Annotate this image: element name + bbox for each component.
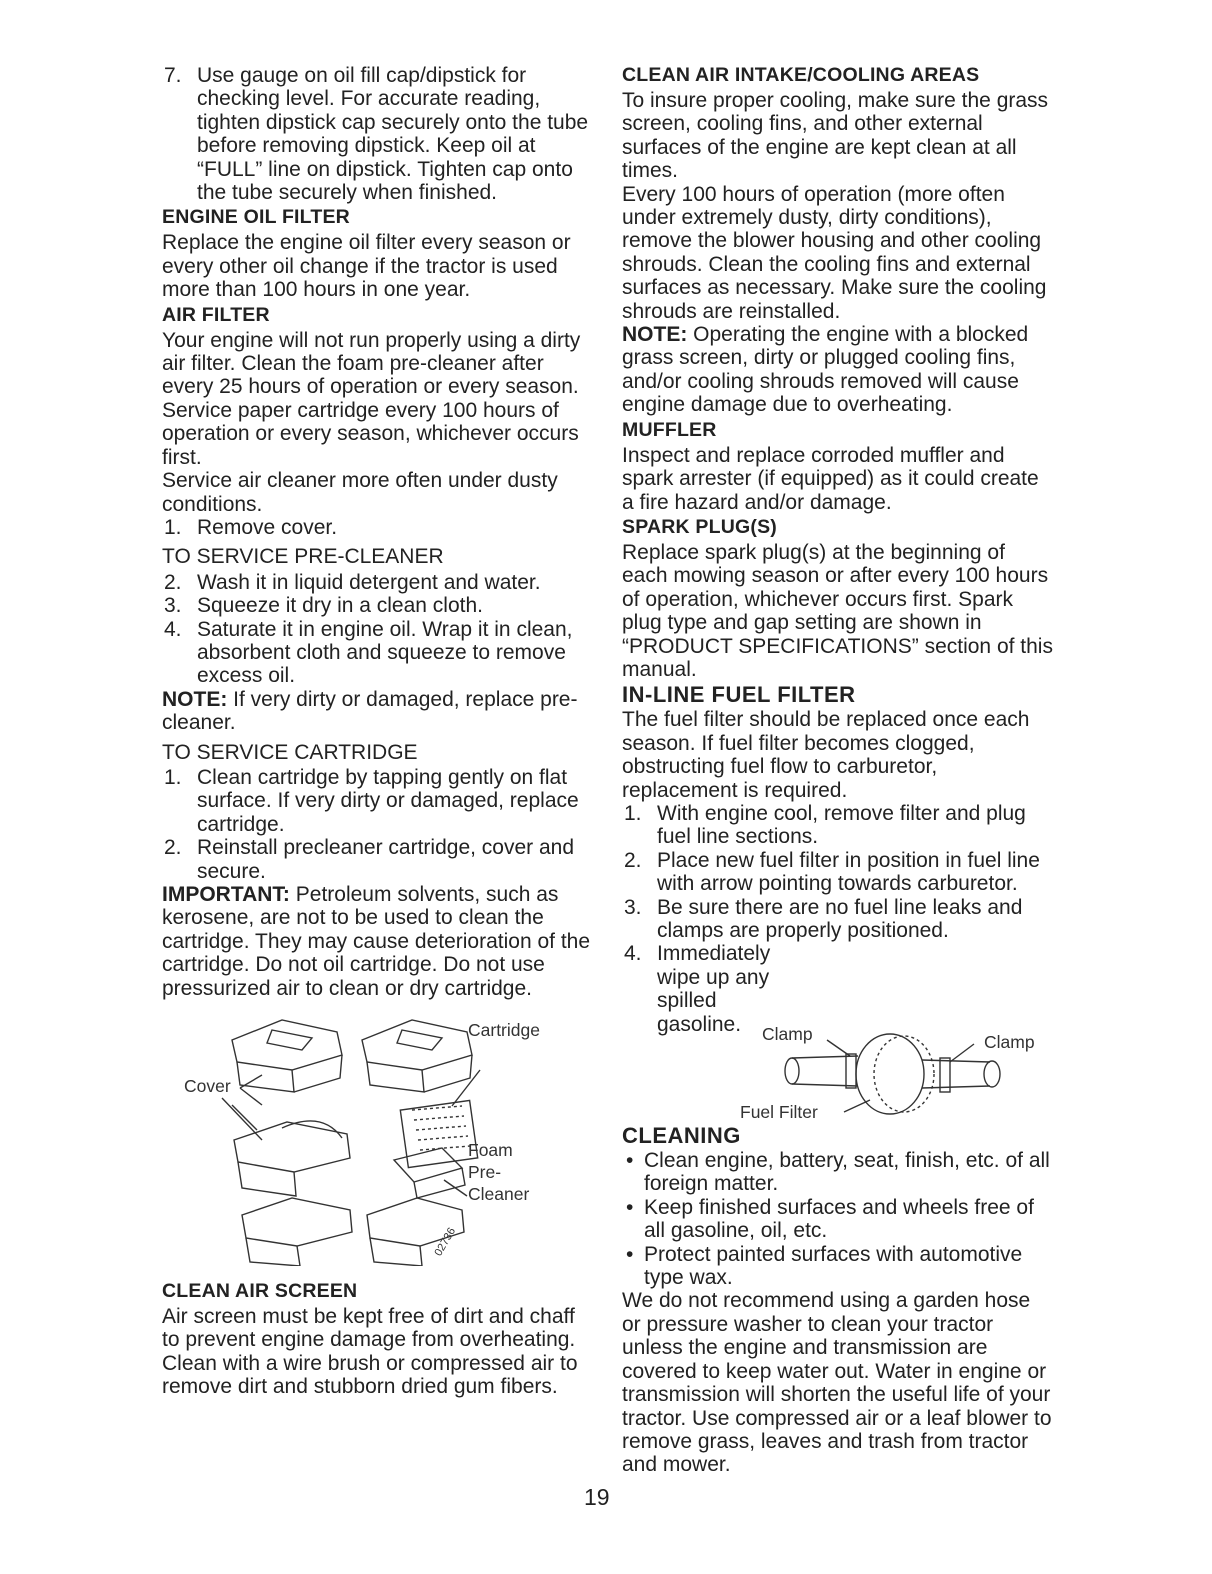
cleaning-text: We do not recommend using a garden hose or pressure washer to clean your tractor unless the engine and transmission are covered to keep water out. Water in engine or transmission will shorten the useful life of your tractor. Use compressed air or a leaf blower to remove grass, leaves and trash from tractor and mower. [622,1289,1052,1477]
step-text: Be sure there are no fuel line leaks and clamps are properly positioned. [657,895,1023,942]
muffler-text: Inspect and replace corroded muffler and spark arrester (if equipped) as it could create a fire hazard and/or damage. [622,443,1039,514]
important-note [162,883,592,1000]
muffler-heading: MUFFLER [622,418,717,441]
clamp-right-label: Clamp [984,1032,1035,1053]
foam-label: Foam [468,1140,513,1161]
cleaning-heading: CLEANING [622,1123,741,1149]
pre-step [162,618,592,688]
right-column [622,64,1054,1477]
fuel-filter-text: The fuel filter should be replaced once each season. If fuel filter becomes clogged, obstructing fuel flow to carburetor, replacement is required. [622,708,1030,802]
air-filter-paragraph: Your engine will not run properly using a dirty air filter. Clean the foam pre-cleaner after every 25 hours of operation or every season. Service paper cartridge every 100 hours of operation or every season, whichever occurs first. [162,328,581,469]
air-filter-drawing [162,1010,592,1266]
cartridge-step [162,836,592,883]
step-text: Use gauge on oil fill cap/dipstick for checking level. For accurate reading, tighten dipstick cap securely onto the tube before removing dipstick. Keep oil at “FULL” line on dipstick. Tighten cap onto the tube securely when finished. [197,64,589,205]
clamp-left-label: Clamp [762,1024,813,1045]
intake-note [622,323,1054,417]
left-column [162,64,592,1399]
step-text: Wash it in liquid detergent and water. [197,570,541,594]
step-number: 7. [164,64,182,87]
pre-cleaner-note [162,688,592,735]
engine-oil-filter-text: Replace the engine oil filter every season or every other oil change if the tractor is used more than 100 hours in one year. [162,231,571,302]
step-text: Saturate it in engine oil. Wrap it in clean, absorbent cloth and squeeze to remove excess oil. [197,617,573,688]
intake-paragraph: To insure proper cooling, make sure the grass screen, cooling fins, and other external surfaces of the engine are kept clean at all times. [622,89,1049,183]
clean-air-screen-text: Air screen must be kept free of dirt and chaff to prevent engine damage from overheating. Clean with a wire brush or compressed air to remove dirt and stubborn dried gum fibers. [162,1305,578,1399]
cartridge-label: Cartridge [468,1020,540,1041]
fuel-step [622,802,1054,849]
important-text: Petroleum solvents, such as kerosene, are not to be used to clean the cartridge. They may cause deterioration of the cartridge. Do not oil cartridge. Do not use pressurized air to clean or dry cartridge. [162,883,591,1000]
fuel-filter-illustration [622,1022,1054,1122]
fuel-step [622,849,1054,896]
note-text: Operating the engine with a blocked grass screen, dirty or plugged cooling fins, and/or cooling shrouds removed will cause engine damage due to overheating. [622,323,1029,417]
pre-step [162,594,592,617]
step-number: 4. [624,942,642,966]
remove-cover-step [162,516,592,539]
spark-plug-text: Replace spark plug(s) at the beginning of each mowing season or after every 100 hours of operation, whichever occurs first. Spark plug type and gap setting are shown in “PRODUCT SPECIFICATIONS” section of this manual. [622,540,1053,681]
step-text: Remove cover. [197,515,338,539]
bullet-mark: • [626,1149,634,1173]
note-label: NOTE: [162,687,228,711]
step-text: Squeeze it dry in a clean cloth. [197,594,484,618]
page-number: 19 [584,1484,610,1510]
engine-oil-filter-heading: ENGINE OIL FILTER [162,206,350,229]
step-number: 1. [164,765,182,789]
cleaning-bullet [622,1149,1054,1196]
step-number: 3. [164,594,182,618]
step-number: 2. [164,836,182,860]
fuel-step [622,896,1054,943]
bullet-text: Keep finished surfaces and wheels free of all gasoline, oil, etc. [644,1195,1034,1243]
step-text: With engine cool, remove filter and plug fuel line sections. [657,801,1026,849]
note-text: If very dirty or damaged, replace pre-cleaner. [162,687,578,735]
cleaning-bullet [622,1196,1054,1243]
step-text: Reinstall precleaner cartridge, cover and secure. [197,836,575,883]
step-number: 2. [624,848,642,872]
pre-cleaner-subheading: TO SERVICE PRE-CLEANER [162,545,444,569]
air-filter-illustration [162,1010,592,1266]
note-label: NOTE: [622,323,688,347]
step-number: 3. [624,895,642,919]
clean-air-screen-heading: CLEAN AIR SCREEN [162,1280,358,1303]
intake-paragraph-2: Every 100 hours of operation (more often under extremely dusty, dirty conditions), remove the blower housing and other cooling shrouds. Clean the cooling fins and external surfaces as necessary. Make sure the cooling shrouds are reinstalled. [622,182,1047,323]
step-number: 1. [164,515,182,539]
step-7 [162,64,592,204]
bullet-mark: • [626,1195,634,1219]
pre-step [162,571,592,594]
step-number: 1. [624,801,642,825]
bullet-text: Protect painted surfaces with automotive type wax. [644,1242,1023,1290]
important-label: IMPORTANT: [162,883,290,906]
cartridge-subheading: TO SERVICE CARTRIDGE [162,740,418,764]
step-text: Immediately wipe up any spilled gasoline. [657,942,771,1036]
spark-plug-heading: SPARK PLUG(S) [622,515,777,538]
cleaner-label: Cleaner [468,1184,530,1205]
step-number: 4. [164,617,182,641]
air-filter-heading: AIR FILTER [162,303,270,326]
step-text: Place new fuel filter in position in fuel line with arrow pointing towards carburetor. [657,848,1040,896]
bullet-text: Clean engine, battery, seat, finish, etc. of all foreign matter. [644,1149,1050,1196]
bullet-mark: • [626,1242,634,1266]
fuel-filter-label: Fuel Filter [740,1102,818,1123]
cleaning-bullet [622,1243,1054,1290]
pre-label: Pre- [468,1162,502,1183]
step-number: 2. [164,570,182,594]
air-filter-paragraph-2: Service air cleaner more often under dusty conditions. [162,469,558,516]
cartridge-step [162,766,592,836]
cover-label: Cover [184,1076,231,1097]
figure-code: 02736 [432,1225,459,1259]
intake-cooling-heading: CLEAN AIR INTAKE/COOLING AREAS [622,64,980,86]
step-text: Clean cartridge by tapping gently on flat surface. If very dirty or damaged, replace cartridge. [197,765,579,836]
fuel-filter-heading: IN-LINE FUEL FILTER [622,682,856,708]
